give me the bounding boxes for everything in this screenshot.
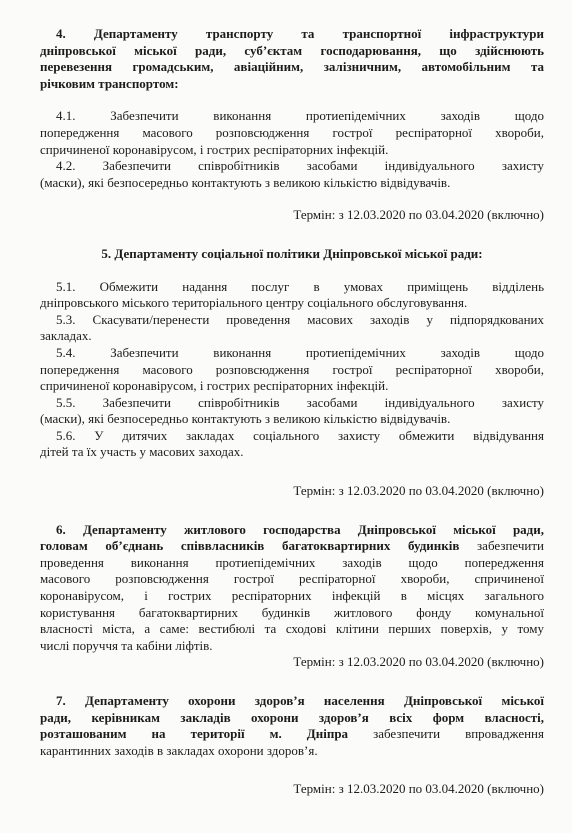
item-5-6-line: дітей та їх участь у масових заходах. (40, 444, 244, 460)
item-5-1-line: дніпровського міського територіального центру соціального обслуговування. (40, 295, 468, 311)
item-4-1-line: спричиненої коронавірусом, і гострих респіраторних інфекцій. (40, 141, 389, 157)
section-4-heading-line: перевезення громадським, авіаційним, залізничним, автомобільним та (40, 59, 544, 75)
section-6-body-line: проведення виконання протиепідемічних заходів щодо попередження (40, 554, 544, 570)
section-4-term: Термін: з 12.03.2020 по 03.04.2020 (включно) (293, 207, 544, 223)
item-5-4-line: попередження масового розповсюдження гострої респіраторної хвороби, (40, 361, 544, 377)
section-4 (40, 26, 544, 224)
section-7 (40, 693, 544, 798)
section-5-term: Термін: з 12.03.2020 по 03.04.2020 (включно) (293, 483, 544, 499)
item-4-1-line: 4.1. Забезпечити виконання протиепідемічних заходів щодо (56, 108, 544, 124)
section-6-term: Термін: з 12.03.2020 по 03.04.2020 (включно) (293, 654, 544, 670)
item-5-3-line: 5.3. Скасувати/перенести проведення масових заходів у підпорядкованих (56, 311, 544, 327)
section-6-heading-tail: забезпечити (459, 538, 544, 554)
section-6-heading-bold: головам об’єднань співвласників багатоквартирних будинків (40, 538, 460, 554)
section-7-body-line: карантинних заходів в закладах охорони здоров’я. (40, 742, 318, 758)
item-4-1-line: попередження масового розповсюдження гострої респіраторної хвороби, (40, 124, 544, 140)
item-4-2-line: 4.2. Забезпечити співробітників засобами індивідуального захисту (56, 158, 544, 174)
section-4-heading-line: 4. Департаменту транспорту та транспортної інфраструктури (56, 26, 544, 41)
section-6-body-line: коронавірусом, і гострих респіраторних інфекцій в місцях загального (40, 588, 544, 604)
item-5-1-line: 5.1. Обмежити надання послуг в умовах приміщень відділень (56, 278, 544, 294)
item-4-2-line: (маски), які безпосередньо контактують з великою кількістю відвідувачів. (40, 174, 451, 190)
section-6-body-line: власності міста, а саме: вестибюлі та сходові клітини перших поверхів, у тому (40, 621, 544, 637)
section-6-body-line: числі поруччя та кабіни ліфтів. (40, 637, 213, 653)
item-5-4-line: спричиненої коронавірусом, і гострих респіраторних інфекцій. (40, 378, 389, 394)
section-7-term: Термін: з 12.03.2020 по 03.04.2020 (включно) (293, 781, 544, 797)
section-4-heading-line: дніпровської міської ради, суб’єктам господарювання, що здійснюють (40, 42, 544, 58)
section-6 (40, 522, 544, 671)
section-7-heading-line: 7. Департаменту охорони здоров’я населення Дніпровської міської (56, 693, 544, 708)
item-5-5-line: 5.5. Забезпечити співробітників засобами індивідуального захисту (56, 394, 544, 410)
section-6-body-line: масового розповсюдження гострої респіраторної хвороби, спричиненої (40, 571, 544, 587)
section-7-heading-bold: розташованим на території м. Дніпра (40, 726, 349, 742)
section-7-heading-line (40, 726, 544, 743)
section-6-heading-line (40, 538, 544, 555)
item-5-4-line: 5.4. Забезпечити виконання протиепідемічних заходів щодо (56, 344, 544, 360)
section-7-heading-line: ради, керівникам закладів охорони здоров’я всіх форм власності, (40, 709, 544, 725)
section-4-heading-line: річковим транспортом: (40, 75, 179, 91)
section-5-heading: 5. Департаменту соціальної політики Дніпровської міської ради: (101, 245, 483, 261)
section-6-body-line: користування багатоквартирних будинків житлового фонду комунальної (40, 604, 544, 620)
section-5 (40, 246, 544, 500)
item-5-5-line: (маски), які безпосередньо контактують з великою кількістю відвідувачів. (40, 411, 451, 427)
section-6-heading-line: 6. Департаменту житлового господарства Дніпровської міської ради, (56, 521, 544, 537)
item-5-6-line: 5.6. У дитячих закладах соціального захисту обмежити відвідування (56, 427, 544, 443)
item-5-3-line: закладах. (40, 328, 92, 344)
section-7-heading-tail: забезпечити впровадження (348, 726, 544, 742)
